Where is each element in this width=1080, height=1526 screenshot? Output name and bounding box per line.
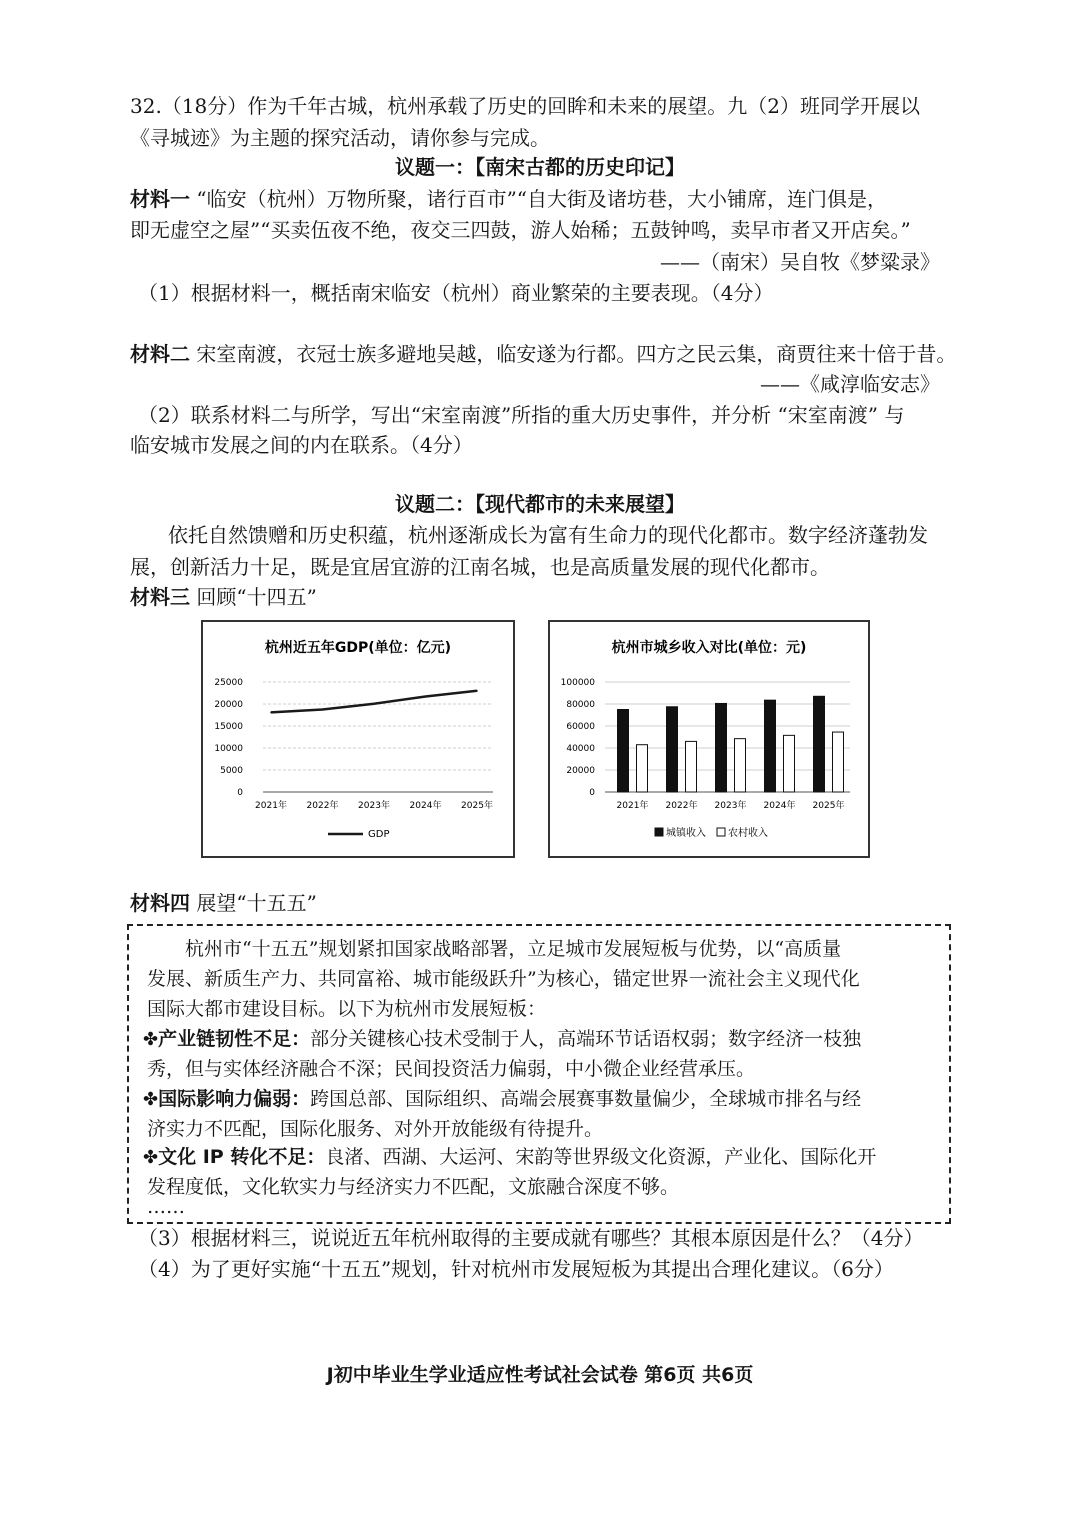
- gdp-data-point: [425, 696, 427, 698]
- page-footer: J初中毕业生学业适应性考试社会试卷 第6页 共6页: [326, 1364, 754, 1386]
- income-y-tick: 40000: [566, 744, 595, 754]
- bullet-3-icon: ✤: [143, 1147, 159, 1168]
- material3-text: 回顾“十四五”: [196, 585, 317, 609]
- gdp-y-tick: 15000: [214, 722, 243, 732]
- gdp-y-tick: 20000: [214, 700, 243, 710]
- gdp-y-tick: 0: [237, 788, 243, 798]
- question-1: （1）根据材料一，概括南宋临安（杭州）商业繁荣的主要表现。（4分）: [138, 281, 774, 305]
- income-legend-swatch-urban: [655, 828, 663, 836]
- gdp-x-tick: 2025年: [461, 801, 493, 811]
- material4-box: [127, 924, 951, 1224]
- material4-box-line3: 国际大都市建设目标。以下为杭州市发展短板：: [147, 998, 547, 1020]
- income-bar-urban: [716, 703, 727, 792]
- gdp-data-point: [322, 709, 324, 711]
- material2-label: 材料二: [130, 342, 190, 366]
- income-bar-rural: [833, 732, 844, 792]
- bullet-3: [143, 1144, 876, 1171]
- material1-source: ——（南宋）吴自牧《梦粱录》: [660, 250, 940, 274]
- income-bar-urban: [618, 710, 629, 793]
- material2-text: 宋室南渡，衣冠士族多避地吴越，临安遂为行都。四方之民云集，商贾往来十倍于昔。: [196, 342, 957, 366]
- question-32-line2: 《寻城迹》为主题的探究活动，请你参与完成。: [130, 126, 550, 150]
- income-y-tick: 60000: [566, 722, 595, 732]
- bullet-1: [143, 1026, 861, 1053]
- gdp-x-tick: 2023年: [358, 801, 390, 811]
- income-x-tick: 2021年: [616, 801, 649, 811]
- bullet-1-icon: ✤: [143, 1029, 159, 1050]
- income-chart: [548, 620, 870, 858]
- gdp-x-tick: 2024年: [409, 801, 442, 811]
- gdp-y-tick: 5000: [220, 766, 243, 776]
- income-y-tick: 0: [589, 788, 595, 798]
- gdp-legend-label: GDP: [368, 829, 390, 840]
- income-x-tick: 2025年: [812, 801, 845, 811]
- gdp-data-point: [476, 690, 478, 692]
- material2-line: [130, 340, 956, 368]
- income-legend-label-rural: 农村收入: [728, 828, 768, 839]
- topic2-intro2: 展，创新活力十足，既是宜居宜游的江南名城，也是高质量发展的现代化都市。: [130, 555, 830, 579]
- material1-text1: “临安（杭州）万物所聚，诸行百市”“自大街及诸坊巷，大小铺席，连门俱是，: [196, 187, 888, 211]
- material4-box-line2: 发展、新质生产力、共同富裕、城市能级跃升”为核心，锚定世界一流社会主义现代化: [147, 968, 860, 990]
- bullet-2-line2: 济实力不匹配，国际化服务、对外开放能级有待提升。: [147, 1118, 604, 1140]
- bullet-1-text: 部分关键核心技术受制于人，高端环节话语权弱；数字经济一枝独: [310, 1028, 862, 1050]
- question-32-line1: 32.（18分）作为千年古城，杭州承载了历史的回眸和未来的展望。九（2）班同学开展以: [130, 94, 920, 118]
- bullet-2-label: 国际影响力偏弱：: [158, 1088, 311, 1110]
- material1-line1: [130, 185, 887, 213]
- income-chart-svg: [550, 622, 868, 856]
- material1-line2: 即无虚空之屋”“买卖伍夜不绝，夜交三四鼓，游人始稀；五鼓钟鸣，卖早市者又开店矣。”: [130, 218, 911, 242]
- income-x-tick: 2023年: [714, 801, 747, 811]
- income-bar-rural: [686, 741, 697, 792]
- bullet-2-icon: ✤: [143, 1089, 159, 1110]
- material4-ellipsis: ……: [147, 1196, 185, 1218]
- bullet-3-label: 文化 IP 转化不足：: [158, 1146, 326, 1168]
- income-bar-rural: [784, 735, 795, 792]
- income-y-tick: 80000: [566, 700, 595, 710]
- income-x-tick: 2024年: [763, 801, 796, 811]
- bullet-1-line2: 秀，但与实体经济融合不深；民间投资活力偏弱，中小微企业经营承压。: [147, 1058, 756, 1080]
- gdp-data-point: [270, 712, 272, 714]
- income-y-tick: 20000: [566, 766, 595, 776]
- gdp-series-line: [271, 691, 477, 713]
- question-2-line1: （2）联系材料二与所学，写出“宋室南渡”所指的重大历史事件，并分析 “宋室南渡” 与: [138, 403, 905, 427]
- question-3: （3）根据材料三，说说近五年杭州取得的主要成就有哪些？其根本原因是什么？（4分）: [138, 1226, 924, 1250]
- gdp-chart-svg: [203, 622, 513, 856]
- topic1-title: 议题一：【南宋古都的历史印记】: [395, 155, 685, 179]
- material1-label: 材料一: [130, 187, 190, 211]
- material2-source: ——《咸淳临安志》: [760, 372, 940, 396]
- gdp-chart: [201, 620, 515, 858]
- income-legend-label-urban: 城镇收入: [666, 828, 706, 839]
- material4-label: 材料四: [130, 891, 190, 915]
- material4-box-line1: 杭州市“十五五”规划紧扣国家战略部署，立足城市发展短板与优势，以“高质量: [185, 938, 842, 960]
- bullet-3-text: 良渚、西湖、大运河、宋韵等世界级文化资源，产业化、国际化开: [325, 1146, 877, 1168]
- bullet-2: [143, 1086, 861, 1113]
- question-4: （4）为了更好实施“十五五”规划，针对杭州市发展短板为其提出合理化建议。（6分）: [138, 1257, 894, 1281]
- income-bar-urban: [765, 700, 776, 792]
- gdp-chart-title: 杭州近五年GDP(单位：亿元): [264, 640, 452, 656]
- income-legend-swatch-rural: [717, 828, 725, 836]
- income-x-tick: 2022年: [665, 801, 698, 811]
- income-bar-rural: [637, 745, 648, 792]
- income-bar-urban: [814, 696, 825, 792]
- income-bar-urban: [667, 707, 678, 792]
- income-chart-title: 杭州市城乡收入对比(单位：元): [611, 640, 807, 656]
- topic2-title: 议题二：【现代都市的未来展望】: [395, 492, 685, 516]
- bullet-1-label: 产业链韧性不足：: [158, 1028, 311, 1050]
- bullet-3-line2: 发程度低，文化软实力与经济实力不匹配，文旅融合深度不够。: [147, 1176, 680, 1198]
- gdp-y-tick: 10000: [214, 744, 243, 754]
- bullet-2-text: 跨国总部、国际组织、高端会展赛事数量偏少，全球城市排名与经: [310, 1088, 862, 1110]
- gdp-x-tick: 2021年: [255, 801, 287, 811]
- question-2-line2: 临安城市发展之间的内在联系。（4分）: [130, 433, 473, 457]
- material4-text: 展望“十五五”: [196, 891, 317, 915]
- gdp-x-tick: 2022年: [306, 801, 339, 811]
- material3-label: 材料三: [130, 585, 190, 609]
- material4-line: [130, 889, 317, 917]
- gdp-y-tick: 25000: [214, 678, 243, 688]
- material3-line: [130, 583, 317, 611]
- gdp-data-point: [373, 703, 375, 705]
- income-y-tick: 100000: [560, 678, 595, 688]
- income-bar-rural: [735, 739, 746, 792]
- topic2-intro1: 依托自然馈赠和历史积蕴，杭州逐渐成长为富有生命力的现代化都市。数字经济蓬勃发: [168, 523, 928, 547]
